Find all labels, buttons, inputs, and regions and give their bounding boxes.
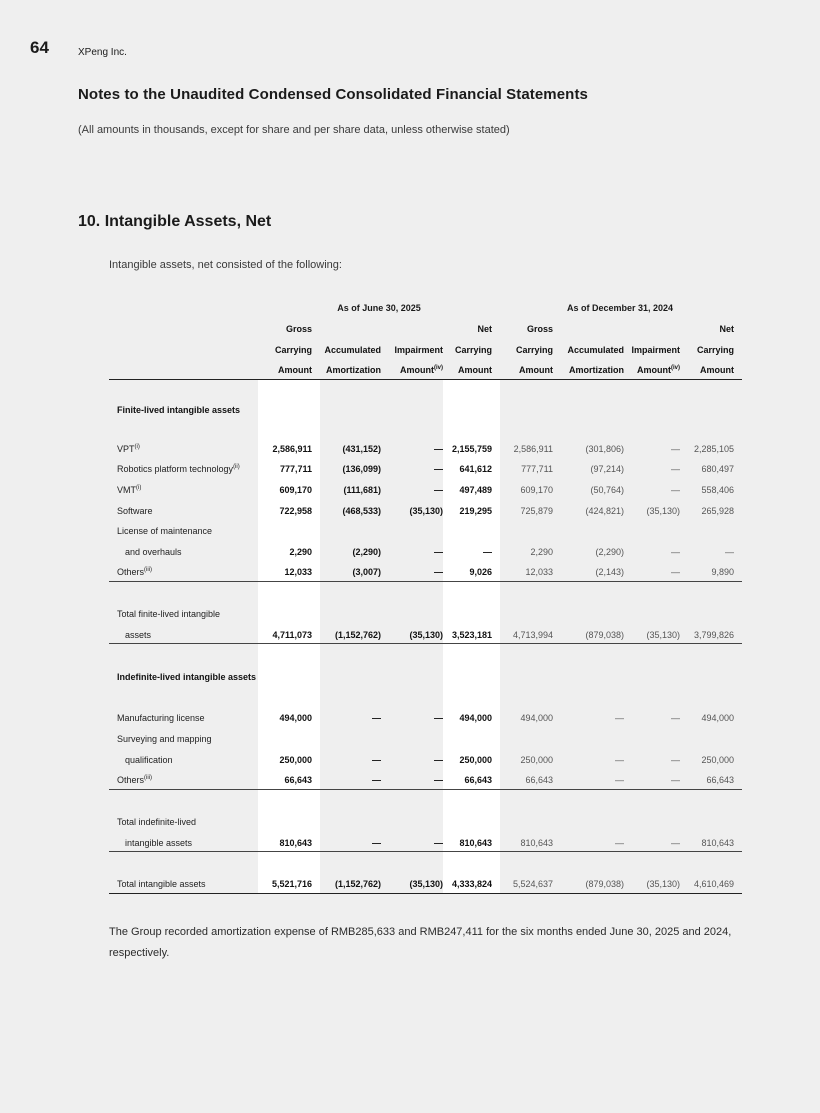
hdr-prior-net-3: Amount [700,365,734,375]
cell: — [671,838,680,848]
cell: 2,586,911 [513,444,553,454]
hdr-prior-net-2: Carrying [696,345,734,355]
section-intro: Intangible assets, net consisted of the following: [109,259,342,271]
section-title: 10. Intangible Assets, Net [78,213,272,230]
cell: 66,643 [525,775,553,785]
cell: (301,806) [585,444,624,454]
cell: (424,821) [585,506,624,516]
cell: (3,007) [352,567,381,577]
divider [109,851,742,852]
cell: — [434,547,443,557]
table-row-label-line [0,605,820,625]
cell: (879,038) [585,879,624,889]
cell: (50,764) [590,485,624,495]
cell: — [434,775,443,785]
table-row [0,481,820,501]
row-label: and overhauls [125,547,182,557]
cell: 641,612 [459,464,492,474]
hdr-prior-accum-1: Accumulated [567,345,624,355]
row-label: VMT$^{(i)}$ [117,485,142,495]
cell: (1,152,762) [334,630,381,640]
hdr-prior-impair-1: Impairment [631,345,680,355]
cell: — [671,567,680,577]
cell: — [372,755,381,765]
cell: — [671,464,680,474]
cell: 250,000 [459,755,492,765]
hdr-cur-gross-1: Gross [285,324,312,334]
divider [109,789,742,790]
cell: (35,130) [409,630,443,640]
cell: 66,643 [706,775,734,785]
cell: — [372,838,381,848]
row-label: Finite-lived intangible assets [117,405,241,415]
cell: 777,711 [521,464,553,474]
section-header-indefinite [0,668,820,688]
cell: 810,643 [520,838,553,848]
cell: 494,000 [279,713,312,723]
cell: (1,152,762) [334,879,381,889]
hdr-cur-impair-1: Impairment [394,345,443,355]
cell: — [372,713,381,723]
cell: — [434,464,443,474]
cell: 3,523,181 [451,630,492,640]
cell: — [615,775,624,785]
hdr-cur-impair-2: Amount$^{(iv)}$ [400,365,443,375]
cell: — [434,567,443,577]
row-label: Total intangible assets [117,879,206,889]
page-number: 64 [30,38,49,57]
cell: 265,928 [701,506,734,516]
row-label: Manufacturing license [117,713,205,723]
cell: (35,130) [646,879,680,889]
hdr-cur-gross-2: Carrying [274,345,312,355]
hdr-prior-impair-2: Amount$^{(iv)}$ [637,365,680,375]
cell: 4,711,073 [272,630,312,640]
table-bottom-rule [109,893,742,894]
table-row-label-line [0,522,820,542]
hdr-cur-accum-2: Amortization [326,365,381,375]
period-current: As of June 30, 2025 [337,303,421,313]
cell: (136,099) [342,464,381,474]
cell: (97,214) [590,464,624,474]
cell: — [483,547,492,557]
cell: 2,290 [530,547,553,557]
divider [109,581,742,582]
cell: 5,521,716 [271,879,312,889]
divider [109,643,742,644]
cell: (111,681) [343,485,381,495]
cell: (2,143) [595,567,624,577]
row-label: Others$^{(iii)}$ [117,775,153,785]
cell: 2,586,911 [272,444,312,454]
row-label: Surveying and mapping [117,734,212,744]
cell: 3,799,826 [693,630,734,640]
cell: — [615,755,624,765]
row-label: intangible assets [125,838,193,848]
cell: 2,290 [289,547,312,557]
cell: 9,026 [469,567,492,577]
cell: 609,170 [279,485,312,495]
cell: 219,295 [459,506,492,516]
cell: — [671,713,680,723]
cell: 2,155,759 [451,444,492,454]
row-label: Robotics platform technology$^{(ii)}$ [117,464,240,474]
cell: (2,290) [595,547,624,557]
cell: 4,713,994 [512,630,553,640]
row-label: assets [125,630,152,640]
cell: — [671,547,680,557]
cell: (879,038) [585,630,624,640]
document-subtitle: (All amounts in thousands, except for share and per share data, unless otherwise stated) [78,124,510,136]
cell: (35,130) [409,506,443,516]
row-label: Software [117,506,153,516]
cell: — [671,485,680,495]
cell: 494,000 [520,713,553,723]
table-row-grand-total [0,875,820,895]
hdr-cur-accum-1: Accumulated [324,345,381,355]
cell: 66,643 [284,775,312,785]
row-label: Indefinite-lived intangible assets [117,672,257,682]
cell: — [434,444,443,454]
hdr-cur-net-2: Carrying [454,345,492,355]
hdr-cur-net-1: Net [477,324,492,334]
cell: — [671,755,680,765]
cell: (468,533) [342,506,381,516]
cell: (35,130) [646,506,680,516]
cell: 609,170 [520,485,553,495]
table-row-label-line [0,813,820,833]
cell: 66,643 [464,775,492,785]
footnote-paragraph: The Group recorded amortization expense of RMB285,633 and RMB247,411 for the six months ended June 30, 2025 and 2024, respectively. [109,926,732,959]
hdr-cur-gross-3: Amount [278,365,312,375]
row-label: qualification [125,755,173,765]
cell: 680,497 [701,464,734,474]
section-header-finite [0,401,820,421]
table-row [0,543,820,563]
cell: 810,643 [459,838,492,848]
table-row [0,440,820,460]
hdr-cur-net-3: Amount [458,365,492,375]
cell: 725,879 [520,506,553,516]
table-row [0,709,820,729]
cell: 722,958 [279,506,312,516]
hdr-prior-gross-1: Gross [526,324,553,334]
cell: — [615,713,624,723]
table-row [0,460,820,480]
cell: — [725,547,734,557]
row-label: Total indefinite-lived [117,817,197,827]
cell: — [434,755,443,765]
document-title: Notes to the Unaudited Condensed Consolidated Financial Statements [78,86,588,103]
cell: — [434,838,443,848]
cell: 777,711 [279,464,312,474]
cell: — [372,775,381,785]
cell: 494,000 [701,713,734,723]
table-row [0,502,820,522]
table-row [0,771,820,791]
cell: 810,643 [279,838,312,848]
cell: — [434,713,443,723]
row-label: License of maintenance [117,526,213,536]
period-prior: As of December 31, 2024 [566,303,674,313]
cell: 2,285,105 [693,444,734,454]
table-row [0,563,820,583]
row-label: VPT$^{(i)}$ [117,444,140,454]
cell: 810,643 [701,838,734,848]
table-row-label-line [0,730,820,750]
cell: 4,333,824 [451,879,492,889]
row-label: Total finite-lived intangible [117,609,221,619]
table-row [0,751,820,771]
hdr-prior-gross-3: Amount [519,365,553,375]
cell: 9,890 [711,567,734,577]
cell: 250,000 [279,755,312,765]
cell: — [615,838,624,848]
hdr-prior-net-1: Net [719,324,734,334]
hdr-prior-accum-2: Amortization [569,365,624,375]
header-rule [109,379,742,380]
cell: 497,489 [459,485,492,495]
cell: (2,290) [352,547,381,557]
cell: — [671,775,680,785]
cell: 250,000 [701,755,734,765]
cell: 494,000 [459,713,492,723]
hdr-prior-gross-2: Carrying [515,345,553,355]
cell: 12,033 [525,567,553,577]
cell: (35,130) [409,879,443,889]
cell: 558,406 [701,485,734,495]
row-label: Others$^{(iii)}$ [117,567,153,577]
cell: 250,000 [520,755,553,765]
cell: 12,033 [284,567,312,577]
cell: (35,130) [646,630,680,640]
cell: (431,152) [342,444,381,454]
cell: — [434,485,443,495]
cell: — [671,444,680,454]
cell: 4,610,469 [693,879,734,889]
cell: 5,524,637 [512,879,553,889]
company-name: XPeng Inc. [78,47,127,58]
